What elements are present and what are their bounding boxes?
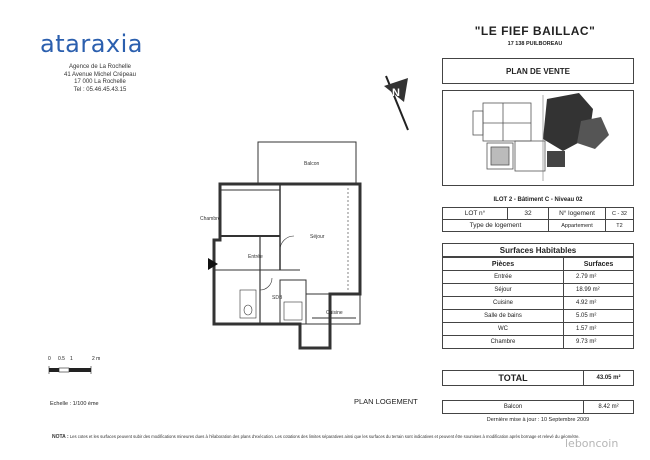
project-location: 17 138 PUILBOREAU: [507, 41, 563, 47]
col-pieces: Pièces: [443, 258, 564, 271]
table-row: [443, 323, 634, 336]
piece-surface: 2.79 m²: [564, 271, 634, 284]
piece-name: Salle de bains: [443, 310, 564, 323]
piece-surface: 1.57 m²: [564, 323, 634, 336]
surfaces-table: [442, 257, 634, 349]
room-cuisine: Cuisine: [326, 310, 343, 316]
logement-label: N° logement: [549, 208, 606, 220]
lot-table: [442, 207, 634, 232]
watermark: leboncoin: [565, 437, 619, 450]
piece-surface: 18.99 m²: [564, 284, 634, 297]
table-row: [443, 271, 634, 284]
project-title: "LE FIEF BAILLAC": [474, 24, 596, 38]
compass-letter: N: [392, 87, 400, 99]
table-row: [443, 336, 634, 349]
scale-bar: [48, 364, 108, 378]
total-label: TOTAL: [443, 371, 584, 385]
scale-tick: 1: [70, 356, 73, 362]
table-row: [443, 310, 634, 323]
room-balcon: Balcon: [304, 161, 320, 167]
ilot-label: ILOT 2 - Bâtiment C - Niveau 02: [493, 197, 583, 203]
lot-value: 32: [508, 208, 549, 220]
surfaces-title: Surfaces Habitables: [442, 243, 634, 257]
agency-address: [40, 64, 160, 94]
type-kind: Appartement: [549, 220, 606, 232]
logement-value: C - 32: [606, 208, 634, 220]
piece-name: WC: [443, 323, 564, 336]
scale-tick: 2 m: [92, 356, 101, 362]
table-row: [443, 297, 634, 310]
table-row: [443, 284, 634, 297]
footnote-text: Les cotes et les surfaces peuvent subir des modifications mineures dues à l'élaboration des plans d'exécution. Les cotations des limites séparatives ainsi que les surfaces du terrain sont indicatives et peuvent être soumises à modification après bornage et relevé du géomètre.: [69, 434, 580, 439]
room-chambre: Chambre: [200, 216, 221, 222]
floor-plan: [200, 140, 370, 355]
balcon-row: [442, 400, 634, 414]
piece-surface: 4.92 m²: [564, 297, 634, 310]
col-surfaces: Surfaces: [564, 258, 634, 271]
piece-surface: 9.73 m²: [564, 336, 634, 349]
room-sdb: SDB: [272, 295, 283, 301]
footnote-prefix: NOTA :: [52, 434, 69, 440]
scale-tick: 0: [48, 356, 51, 362]
building-location-plan: [442, 90, 634, 186]
piece-surface: 5.05 m²: [564, 310, 634, 323]
agency-line: 41 Avenue Michel Crépeau: [64, 71, 136, 78]
type-value: T2: [606, 220, 634, 232]
last-update: Dernière mise à jour : 10 Septembre 2009: [486, 417, 590, 423]
north-arrow-icon: [378, 72, 418, 134]
agency-logo: ataraxia: [40, 30, 143, 58]
total-row: [442, 370, 634, 386]
balcon-value: 8.42 m²: [598, 404, 619, 410]
type-label: Type de logement: [443, 220, 549, 232]
room-sejour: Séjour: [310, 234, 325, 240]
footnote: [52, 434, 592, 440]
scale-label: Echelle : 1/100 ème: [50, 401, 99, 407]
piece-name: Cuisine: [443, 297, 564, 310]
piece-name: Séjour: [443, 284, 564, 297]
piece-name: Chambre: [443, 336, 564, 349]
plan-logement-title: PLAN LOGEMENT: [354, 397, 418, 406]
plan-de-vente-title: PLAN DE VENTE: [442, 58, 634, 84]
scale-tick: 0.5: [58, 356, 65, 362]
agency-line: Tel : 05.46.45.43.15: [73, 86, 127, 93]
agency-line: 17 000 La Rochelle: [74, 79, 126, 85]
lot-label: LOT n°: [443, 208, 508, 220]
balcon-label: Balcon: [443, 401, 584, 413]
piece-name: Entrée: [443, 271, 564, 284]
total-value: 43.05 m²: [596, 375, 621, 381]
agency-line: Agence de La Rochelle: [68, 64, 132, 70]
room-entree: Entrée: [248, 254, 263, 260]
